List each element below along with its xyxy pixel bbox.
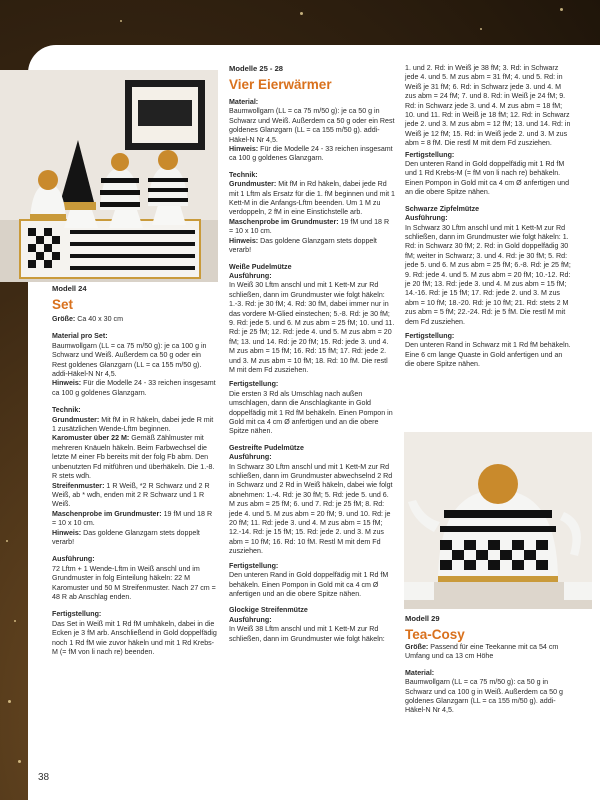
gestreift-text: In Schwarz 30 Lftm anschl und mit 1 Kett-M zur Rd schließen, dann im Grundmuster abwechselnd 2 Rd in Schwarz und 2 Rd in Weiß häkeln, dabei wie folgt abnehmen: 1.-4. Rd: je 30 fM; 5. Rd: jede 5. und 6. M zus abm = 25 fM; 6. und 7. Rd: je 25 fM; 8. Rd: jede 4. und 5. M zus abm = 20 fM; 9. und 10. Rd: je 20 fM; 11. Rd: jede 3. und 4. M zus abm = 15 fM; 12.-14. Rd: je 15 fM; 15. Rd: jede 2. und 3. M zus abm = 10 fM; 16. Rd: 10 fM. Restl M mit dem Fd zusziehen. [229,462,393,556]
tea-size-line [405,643,573,662]
pudel-fertig-text: Die ersten 3 Rd als Umschlag nach außen umschlagen, dann die Anschlagkante in Gold doppelfädig mit 1 Rd fM behäkeln. Einen Pompon in Gold mit ca 4 cm Ø anfertigen und an die obere Spitze nähen. [229,389,393,436]
right-column [405,64,573,370]
zipfel-fertig-heading: Fertigstellung: [405,331,455,340]
ausfuehrung-heading: Ausführung: [52,555,95,564]
technik-heading: Technik: [52,406,81,415]
tea-material-heading: Material: [405,668,435,677]
fertig-text: Das Set in Weiß mit 1 Rd fM umhäkeln, dabei in die Ecken je 3 fM arb. Anschließend in Gold doppelfädig noch 1 Rd fM wie zuvor häkeln und mit 1 Rd Krebs-M (= fM von li nach re) beenden. [52,619,217,656]
karo-text: Gemäß Zählmuster mit mehreren Knäueln häkeln. Beim Farbwechsel die letzte M einer Fb bereits mit der folg Fb abm. Den unbenutzten Fd mitführen und überhäkeln. Die 1.-8. R stets wdh. [52,434,215,481]
hinweis-label: Hinweis: [52,379,82,388]
hinweis-line [229,145,395,164]
zipfel-heading: Schwarze Zipfelmütze [405,204,480,213]
sparkle-decoration [300,12,303,15]
hinweis-text: Für die Modelle 24 - 33 reichen insgesamt ca 100 g goldenes Glanzgarn. [229,145,393,163]
streifen-label: Streifenmuster: [52,481,105,490]
maschenprobe-line [52,510,217,529]
material-heading: Material pro Set: [52,332,108,341]
hinweis-text: Für die Modelle 24 - 33 reichen insgesamt ca 100 g goldenes Glanzgarn. [52,379,216,397]
karo-line [52,434,217,481]
maschenprobe-label: Maschenprobe im Grundmuster: [229,217,339,226]
hinweis2-label: Hinweis: [229,236,259,245]
gestreift-ausf-heading: Ausführung: [229,453,272,462]
section-title: Tea-Cosy [405,627,465,642]
hinweis2-text: Das goldene Glanzgarn stets doppelt verarb! [229,236,377,255]
hinweis-label: Hinweis: [229,145,259,154]
tea-cosy-photo [404,432,592,609]
grundmuster-text: Mit fM in R häkeln, dabei jede R mit 1 zusätzlichen Wende-Lftm beginnen. [52,415,214,434]
hinweis2-label: Hinweis: [52,528,82,537]
grundmuster-line [52,416,217,435]
ausfuehrung-text: 72 Lftm + 1 Wende-Lftm in Weiß anschl und im Grundmuster in folg Einteilung häkeln: 22 M Karomuster und 50 M Streifenmuster. Nach 27 cm = 48 R ab Anschlag enden. [52,564,216,601]
tea-size-text: Passend für eine Teekanne mit ca 54 cm Umfang und ca 13 cm Höhe [405,643,559,661]
hinweis2-line [229,237,395,256]
pudel-fertig-heading: Fertigstellung: [229,380,279,389]
karo-label: Karomuster über 22 M: [52,434,130,443]
watermark: PassionForum.ru [504,780,594,792]
model-label: Modelle 25 - 28 [229,64,284,73]
section-title: Vier Eierwärmer [229,77,332,92]
gestreift-fertig-text: Den unteren Rand in Gold doppelfädig mit 1 Rd fM behäkeln. Einen Pompon in Gold mit ca 4 cm Ø anfertigen und an die obere Spitze nähen. [229,571,389,598]
left-column [52,284,217,657]
tea-cosy-section [405,614,573,716]
sparkle-decoration [560,8,563,11]
material-heading: Material: [229,98,259,106]
pudel-ausf-heading: Ausführung: [229,271,272,280]
maschenprobe-line [229,218,395,237]
size-value: Ca 40 x 30 cm [77,315,123,323]
glockige-text: In Weiß 38 Lftm anschl und mit 1 Kett-M zur Rd schließen, dann im Grundmuster wie folgt häkeln: [229,625,385,643]
grundmuster-label: Grundmuster: [52,415,100,424]
fertig-heading: Fertigstellung: [52,610,102,619]
grundmuster-text: Mit fM in Rd häkeln, dabei jede Rd mit 1 Lftm als Ersatz für die 1. fM beginnen und mit 1 Kett-M in die Anfangs-Lftm beenden. Um 1 M zu verdoppeln, 2 fM in eine Einstichstelle arb. [229,180,395,217]
tea-material-text: Baumwollgarn (LL = ca 75 m/50 g): ca 50 g in Schwarz und ca 100 g in Weiß. Außerdem ca 50 g goldenes Glanzgarn (LL = ca 155 m/50 g). addi-Häkel-N Nr 4,5. [405,678,563,715]
middle-column [229,64,395,644]
zipfel-text: In Schwarz 30 Lftm anschl und mit 1 Kett-M zur Rd schließen, dann im Grundmuster wie folgt häkeln: 1. Rd: in Schwarz 30 fM; 2. Rd: in Gold doppelfädig 30 fM; weiter in Schwarz; 3. und 4. Rd: je 30 fM; 5. Rd: jede 5. und 6. M zus abm = 25 fM; 6.-8. Rd: je 25 fM; 9. Rd: jede 4. und 5. M zus abm = 20 fM; 10.-12. Rd: je 20 fM; 13. Rd: jede 3. und 4. M zus abm = 15 fM; 14.-16. Rd: je 15 fM; 17. Rd: jede 2. und 3. M zus abm = 10 fM; 18.-20. Rd: je 10 fM; 21. Rd: stets 2 M zus abm = 5 fM; 22.-24. Rd: je 5 fM. Die restl M mit dem Fd zusziehen. [405,223,571,326]
glockige-heading: Glockige Streifenmütze [229,606,308,615]
technik-heading: Technik: [229,170,258,179]
sparkle-decoration [480,28,482,30]
zipfel-fertig-text: Den unteren Rand in Schwarz mit 1 Rd fM behäkeln. Eine 6 cm lange Quaste in Gold anfertigen und an die obere Spitze nähen. [405,341,571,369]
size-line [52,315,217,324]
maschenprobe-label: Maschenprobe im Grundmuster: [52,509,162,518]
hinweis2-text: Das goldene Glanzgarn stets doppelt verarb! [52,528,200,546]
sparkle-decoration [14,620,16,622]
sparkle-decoration [8,700,11,703]
section-title: Set [52,297,74,312]
glockige-ausf-heading: Ausführung: [229,615,272,624]
grundmuster-label: Grundmuster: [229,180,277,189]
maschenprobe-text: 19 fM und 18 R = 10 x 10 cm. [52,509,213,528]
material-text: Baumwollgarn (LL = ca 75 m/50 g): je ca 100 g in Schwarz und Weiß. Außerdem ca 50 g oder ein Rest goldenes Glanzgarn (LL = ca 155 m/50 g). addi-Häkel-N Nr 4,5. [52,341,207,379]
grundmuster-line [229,180,395,218]
pudel-heading: Weiße Pudelmütze [229,262,292,271]
sparkle-decoration [18,760,21,763]
tea-size-label: Größe: [405,643,429,651]
gestreift-fertig-heading: Fertigstellung: [229,561,279,570]
sparkle-decoration [6,540,8,542]
fertig-heading: Fertigstellung: [405,150,455,159]
zipfel-ausf-heading: Ausführung: [405,214,448,223]
size-label: Größe: [52,315,76,323]
streifen-line [52,482,217,510]
model-label: Modell 24 [52,284,87,293]
gestreift-heading: Gestreifte Pudelmütze [229,443,304,452]
fertig-text: Den unteren Rand in Gold doppelfädig mit 1 Rd fM und 1 Rd Krebs-M (= fM von li nach re) behäkeln. Einen Pompon in Gold mit ca 4 cm Ø anfertigen und an die obere Spitze nähen. [405,160,570,197]
cont-text: 1. und 2. Rd: in Weiß je 38 fM; 3. Rd: in Schwarz jede 4. und 5. M zus abm = 31 fM; 4. und 5. Rd: in Weiß je 31 fM; 6. Rd: in Schwarz jede 3. und 4. M zus abm = 24 fM; 7. und 8. Rd: in Weiß je 24 fM; 9. Rd: in Schwarz jede 3. und 4. M zus abm = 18 fM; 10. und 11. Rd: in Weiß je 18 fM; 12. Rd: in Schwarz jede 2. und 3. M zus abm = 12 fM; 13. und 14. Rd: in Weiß je 12 fM; 15. Rd: in Weiß jede 2. und 3. M zus abm = 8 fM. Die restl M mit dem Fd zusziehen. [405,64,571,148]
material-text: Baumwollgarn (LL = ca 75 m/50 g): je ca 50 g in Schwarz und Weiß. Außerdem ca 50 g oder ein Rest goldenes Glanzgarn (LL = ca 155 m/50 g). addi-Häkel-N Nr 4,5. [229,107,395,144]
model-label: Modell 29 [405,614,440,623]
streifen-text: 1 R Weiß, *2 R Schwarz und 2 R Weiß, ab * wdh, enden mit 2 R Schwarz und 1 R Weiß. [52,481,210,509]
page-number: 38 [38,772,50,783]
hinweis-line [52,379,217,398]
hinweis2-line [52,529,217,548]
sparkle-decoration [120,20,122,22]
egg-cozies-photo [0,70,218,282]
maschenprobe-text: 19 fM und 18 R = 10 x 10 cm. [229,217,390,236]
pudel-text: In Weiß 30 Lftm anschl und mit 1 Kett-M zur Rd schließen, dann im Grundmuster wie folgt häkeln: 1.-3. Rd: je 30 fM; 4. Rd: 30 fM, dabei immer nur in das vordere M-Glied einstechen; 5.-8. Rd: je 30 fM; 9. Rd: jede 5. und 6. M zus abm = 25 fM; 10. und 11. Rd: je 25 fM; 12. Rd: jede 4. und 5. M zus abm = 20 fM; 13. und 14. Rd: je 20 fM; 15. Rd: jede 3. und 4. M zus abm = 15 fM; 16. Rd: 15 fM; 17. Rd: jede 2. und 3. M zus abm = 10 fM; 18. Rd: 10 fM. Die restl M mit dem Fd zusziehen. [229,281,395,374]
